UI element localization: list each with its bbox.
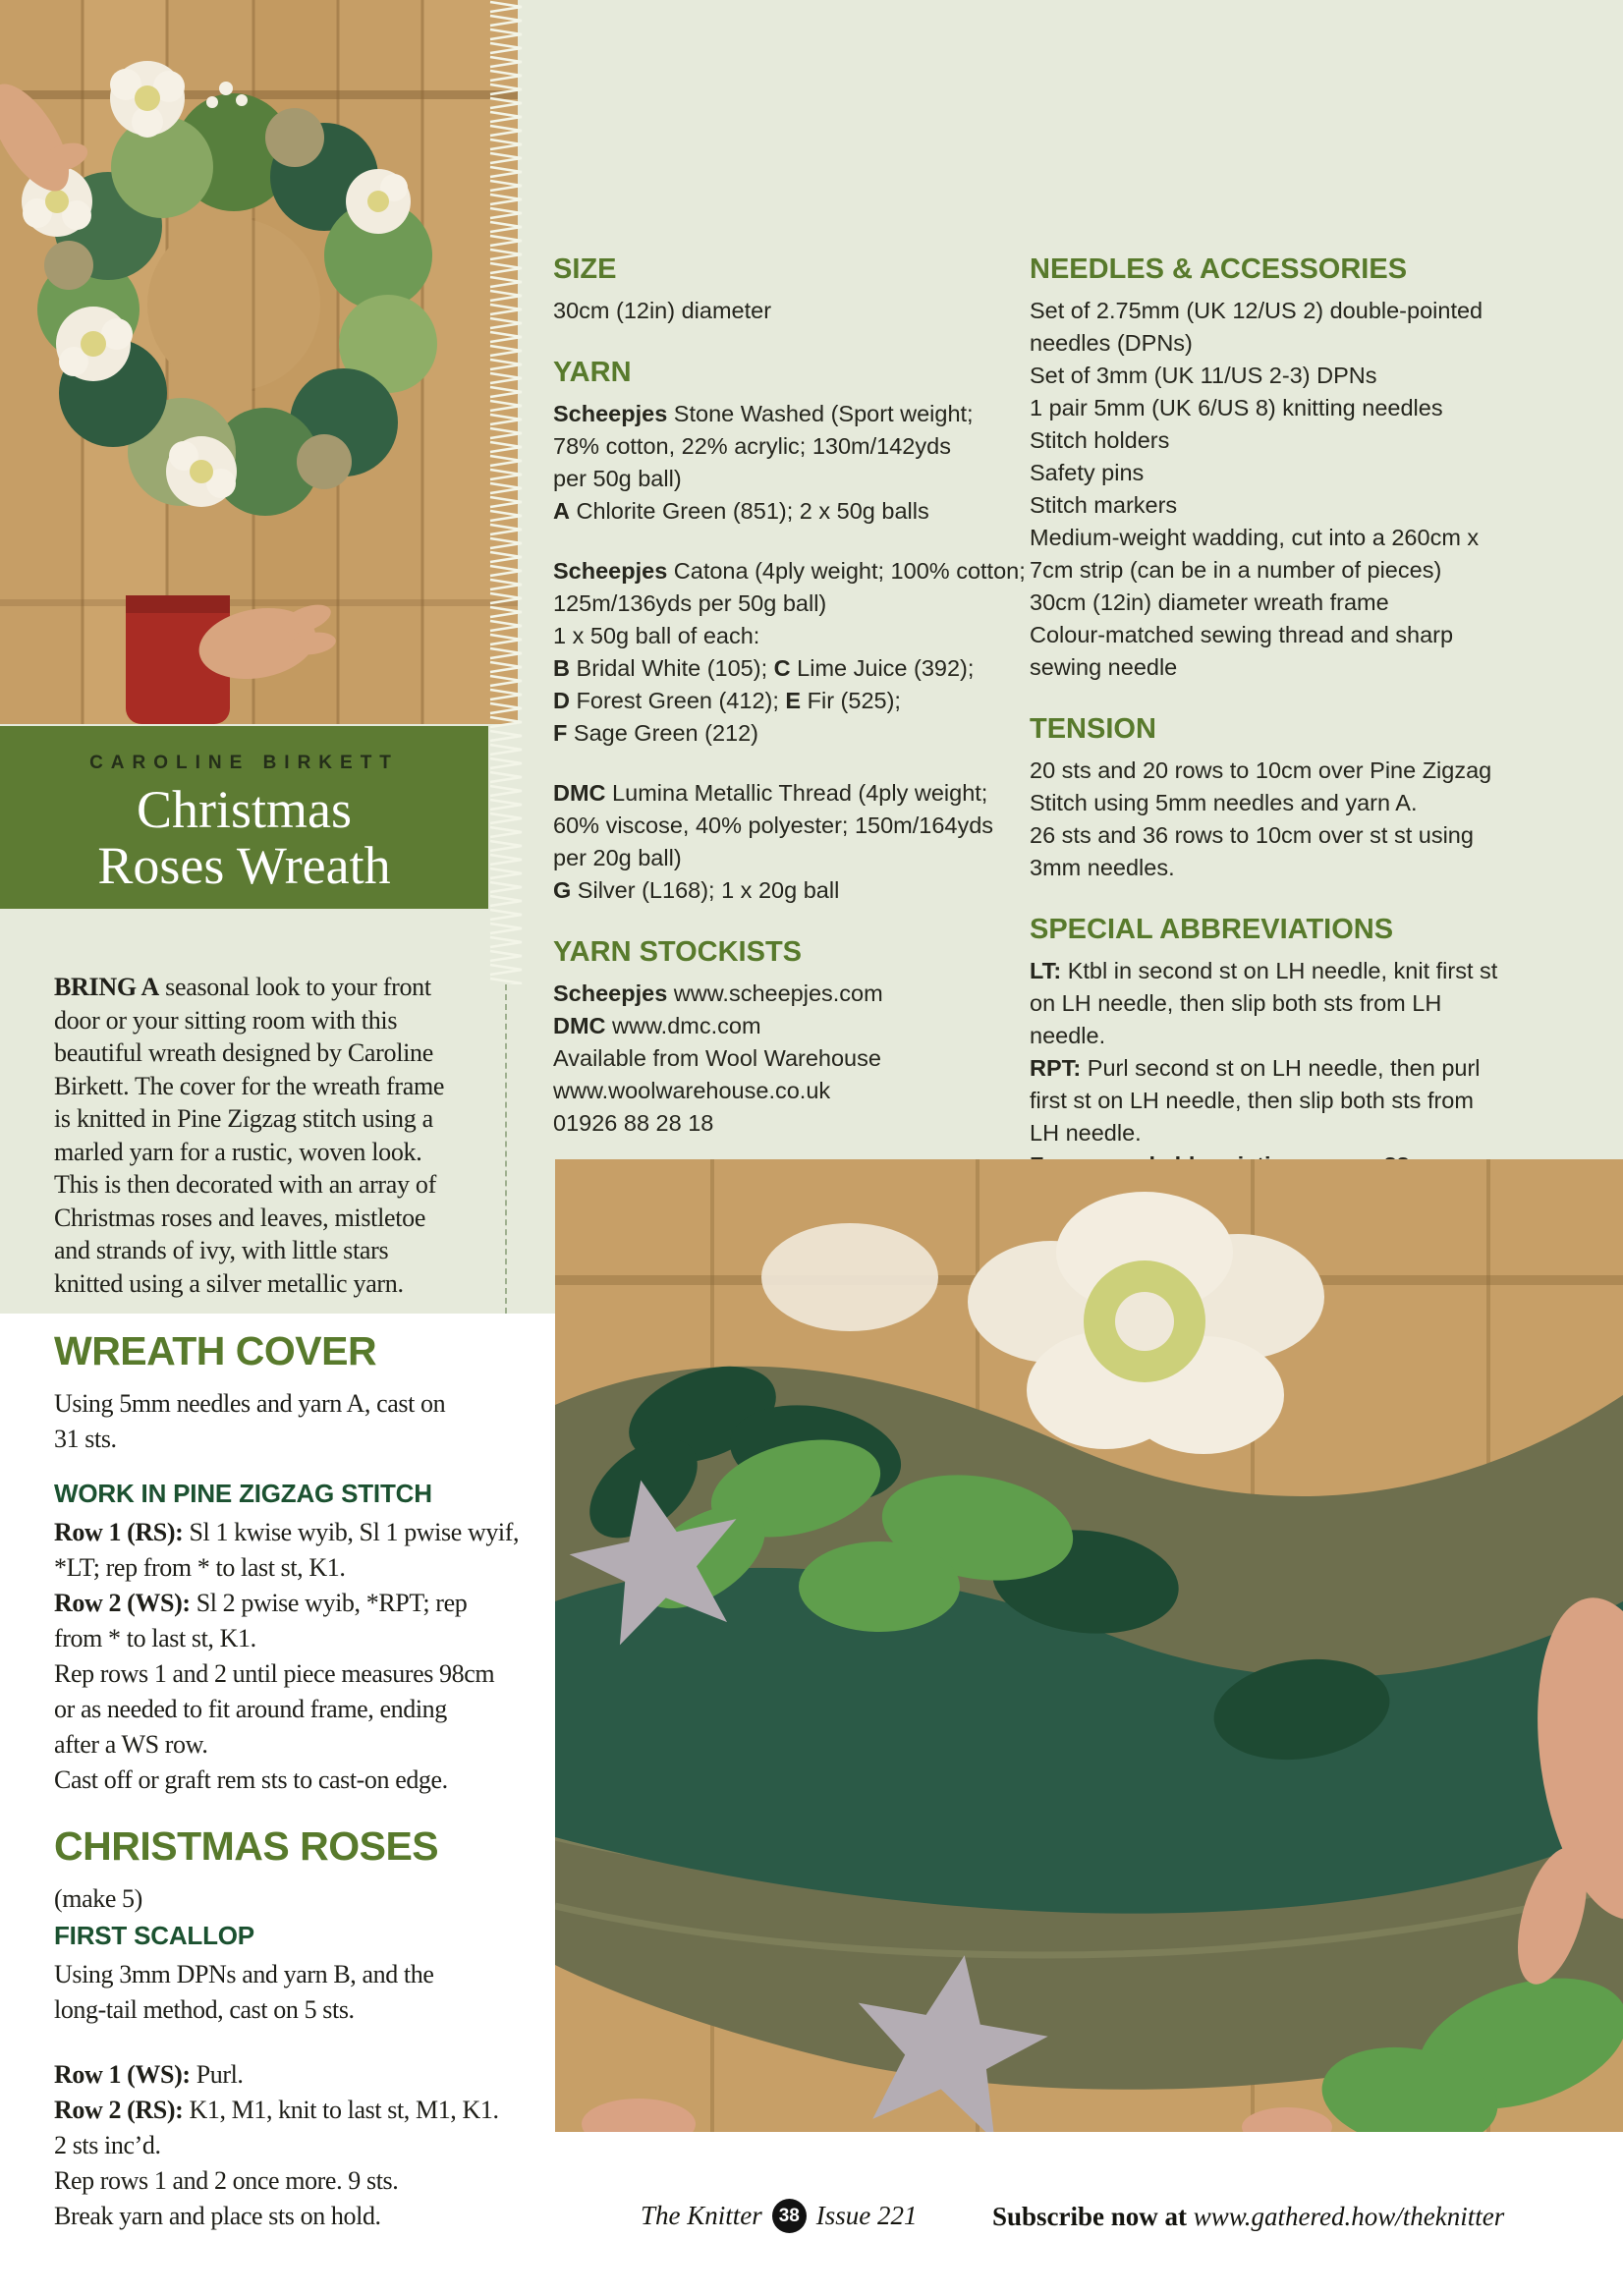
subscribe-url: www.gathered.how/theknitter [1193, 2202, 1505, 2231]
wreath-cover-rows: Row 1 (RS): Sl 1 kwise wyib, Sl 1 pwise wyif, *LT; rep from * to last st, K1. Row 2 (WS): Sl 2 pwise wyib, *RPT; rep from * to last st, K1. Rep rows 1 and 2 until piece measures 98cm or as needed to fit around frame, ending after a WS row. Cast off or graft rem sts to cast-on edge. [54, 1518, 520, 1794]
christmas-roses-heading: CHRISTMAS ROSES [54, 1823, 439, 1869]
wreath-photo [0, 0, 518, 724]
wreath-detail-illustration [555, 1159, 1623, 2132]
yarn-heading: YARN [553, 357, 632, 388]
page-footer [0, 2199, 1623, 2248]
magazine-name: The Knitter [641, 2201, 762, 2230]
column-size-yarn [553, 253, 1026, 1140]
issue-number: Issue 221 [815, 2201, 918, 2230]
size-heading: SIZE [553, 253, 617, 285]
pine-zigzag-subheading: WORK IN PINE ZIGZAG STITCH [54, 1479, 432, 1508]
page-title [0, 782, 488, 894]
subscribe-note [992, 2202, 1504, 2232]
first-scallop-subheading: FIRST SCALLOP [54, 1921, 254, 1950]
tension-heading: TENSION [1030, 713, 1156, 745]
wreath-cover-intro: Using 5mm needles and yarn A, cast on 31 sts. [54, 1389, 446, 1453]
wreath-photo-illustration [0, 0, 518, 724]
author-name: CAROLINE BIRKETT [89, 753, 399, 773]
intro-paragraph: BRING A seasonal look to your front door or your sitting room with this beautiful wreath designed by Caroline Birkett. The cover for the wreath frame is knitted in Pine Zigzag stitch using a marled yarn for a rustic, woven look. This is then decorated with an array of Christmas roses and leaves, mistletoe and strands of ivy, with little stars knitted using a silver metallic yarn. [54, 973, 445, 1298]
footer-issue-info [641, 2199, 918, 2233]
christmas-roses-make: (make 5) [54, 1884, 142, 1913]
yarn-text: Scheepjes Stone Washed (Sport weight; 78% cotton, 22% acrylic; 130m/142yds per 50g ball) A Chlorite Green (851); 2 x 50g balls Scheepjes Catona (4ply weight; 100% cotton; 125m/136yds per 50g ball) 1 x 50g ball of each: B Bridal White (105); C Lime Juice (392); D Forest Green (412); E Fir (525); F Sage Green (212) DMC Lumina Metallic Thread (4ply weight; 60% viscose, 40% polyester; 150m/164yds per 20g ball) G Silver (L168); 1 x 20g ball [553, 401, 1026, 903]
wreath-detail-photo [555, 1159, 1623, 2132]
page-number-badge: 38 [772, 2199, 807, 2233]
page-title-line2: Roses Wreath [97, 836, 391, 895]
title-block [0, 726, 488, 909]
needles-text: Set of 2.75mm (UK 12/US 2) double-pointed needles (DPNs) Set of 3mm (UK 11/US 2-3) DPNs 1 pair 5mm (UK 6/US 8) knitting needles Stitch holders Safety pins Stitch markers Medium-weight wadding, cut into a 260cm x 7cm strip (can be in a number of pieces) 30cm (12in) diameter wreath frame Colour-matched sewing thread and sharp sewing needle [1030, 298, 1483, 680]
yarn-stockists-text: Scheepjes www.scheepjes.com DMC www.dmc.com Available from Wool Warehouse www.woolwarehouse.co.uk 01926 88 28 18 [553, 980, 883, 1136]
subscribe-text: Subscribe now at [992, 2202, 1194, 2231]
yarn-stockists-heading: YARN STOCKISTS [553, 936, 802, 968]
wreath-cover-heading: WREATH COVER [54, 1328, 377, 1373]
stitch-zigzag-decoration [487, 0, 525, 984]
special-abbreviations-text: LT: Ktbl in second st on LH needle, knit first st on LH needle, then slip both sts from LH needle. RPT: Purl second st on LH needle, then purl first st on LH needle, then slip both sts from LH needle. [1030, 958, 1498, 1146]
needles-heading: NEEDLES & ACCESSORIES [1030, 253, 1408, 285]
page-title-line1: Christmas [136, 780, 352, 839]
special-abbreviations-heading: SPECIAL ABBREVIATIONS [1030, 914, 1394, 945]
christmas-roses-rows: Using 3mm DPNs and yarn B, and the long-tail method, cast on 5 sts. Row 1 (WS): Purl. Row 2 (RS): K1, M1, knit to last st, M1, K1. 2 sts inc’d. Rep rows 1 and 2 once more. 9 sts. Break yarn and place sts on hold. [54, 1960, 499, 2230]
pattern-column [54, 1328, 532, 2234]
column-needles-tension [1030, 253, 1595, 1182]
size-text: 30cm (12in) diameter [553, 298, 772, 323]
tension-text: 20 sts and 20 rows to 10cm over Pine Zigzag Stitch using 5mm needles and yarn A. 26 sts and 36 rows to 10cm over st st using 3mm needles. [1030, 757, 1492, 880]
